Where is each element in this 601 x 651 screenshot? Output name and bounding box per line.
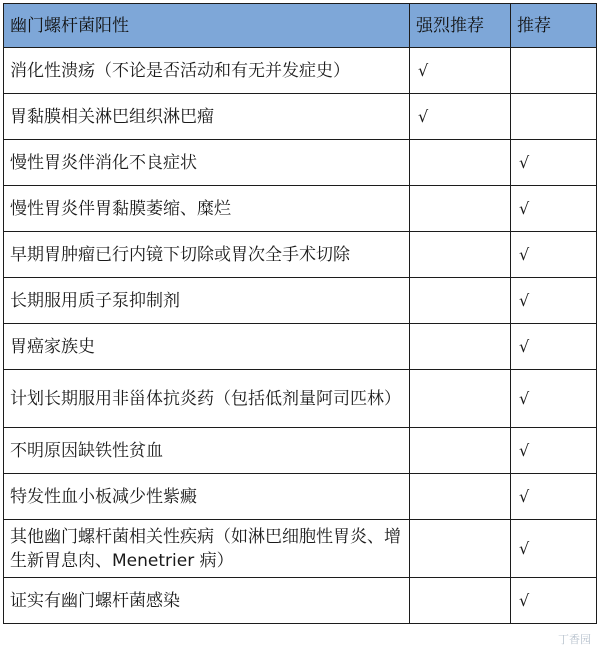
- table-row: [4, 232, 597, 278]
- table-row: [4, 428, 597, 474]
- table-row: [4, 520, 597, 578]
- recommendation-table: [3, 3, 597, 624]
- row-strong-check: [410, 520, 511, 578]
- row-recommend-check: [511, 48, 597, 94]
- row-recommend-check: √: [511, 232, 597, 278]
- table-header-row: [4, 4, 597, 48]
- row-item: 早期胃肿瘤已行内镜下切除或胃次全手术切除: [4, 232, 410, 278]
- recommendation-table-container: [3, 3, 596, 624]
- table-row: [4, 578, 597, 624]
- row-recommend-check: √: [511, 474, 597, 520]
- row-recommend-check: √: [511, 370, 597, 428]
- table-row: [4, 324, 597, 370]
- row-recommend-check: √: [511, 186, 597, 232]
- row-strong-check: [410, 140, 511, 186]
- watermark-logo: 丁香园: [558, 633, 591, 646]
- row-item: 计划长期服用非甾体抗炎药（包括低剂量阿司匹林）: [4, 370, 410, 428]
- row-strong-check: [410, 370, 511, 428]
- row-strong-check: √: [410, 48, 511, 94]
- header-recommend: 推荐: [511, 4, 597, 48]
- row-strong-check: [410, 428, 511, 474]
- table-row: [4, 94, 597, 140]
- row-item: 长期服用质子泵抑制剂: [4, 278, 410, 324]
- row-item: 慢性胃炎伴消化不良症状: [4, 140, 410, 186]
- header-item: 幽门螺杆菌阳性: [4, 4, 410, 48]
- table-row: [4, 48, 597, 94]
- table-row: [4, 474, 597, 520]
- table-row: [4, 370, 597, 428]
- row-strong-check: [410, 278, 511, 324]
- row-item: 特发性血小板减少性紫癜: [4, 474, 410, 520]
- row-item: 慢性胃炎伴胃黏膜萎缩、糜烂: [4, 186, 410, 232]
- row-recommend-check: √: [511, 324, 597, 370]
- row-strong-check: [410, 578, 511, 624]
- row-strong-check: [410, 186, 511, 232]
- row-recommend-check: √: [511, 520, 597, 578]
- row-recommend-check: [511, 94, 597, 140]
- row-strong-check: [410, 474, 511, 520]
- row-strong-check: √: [410, 94, 511, 140]
- row-item: 证实有幽门螺杆菌感染: [4, 578, 410, 624]
- row-strong-check: [410, 324, 511, 370]
- row-recommend-check: √: [511, 140, 597, 186]
- row-item: 胃黏膜相关淋巴组织淋巴瘤: [4, 94, 410, 140]
- row-item: 胃癌家族史: [4, 324, 410, 370]
- row-item: 不明原因缺铁性贫血: [4, 428, 410, 474]
- table-row: [4, 278, 597, 324]
- table-row: [4, 186, 597, 232]
- row-item: 其他幽门螺杆菌相关性疾病（如淋巴细胞性胃炎、增生新胃息肉、Menetrier 病）: [4, 520, 410, 578]
- row-strong-check: [410, 232, 511, 278]
- row-item: 消化性溃疡（不论是否活动和有无并发症史）: [4, 48, 410, 94]
- header-strong-recommend: 强烈推荐: [410, 4, 511, 48]
- row-recommend-check: √: [511, 428, 597, 474]
- row-recommend-check: √: [511, 278, 597, 324]
- table-row: [4, 140, 597, 186]
- row-recommend-check: √: [511, 578, 597, 624]
